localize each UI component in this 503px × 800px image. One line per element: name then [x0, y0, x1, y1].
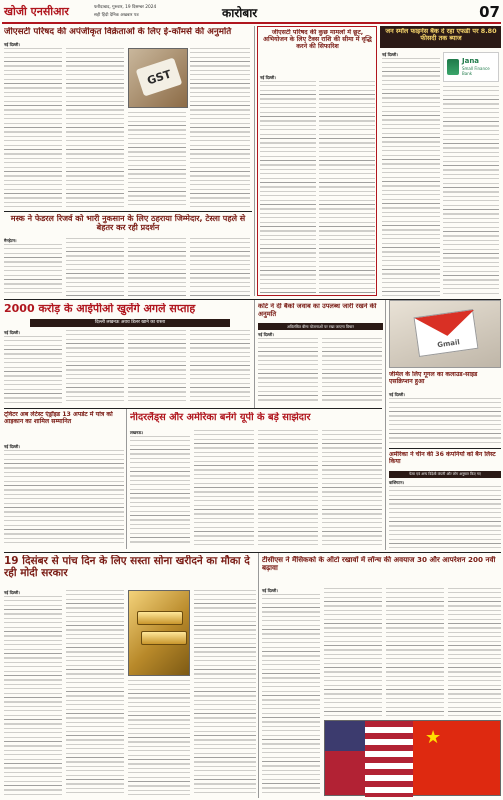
- america-subhead: फेमा एवं अन्य विदेशी कंपनी और लोग अनुसार किए गए: [389, 471, 501, 478]
- tesla-byline: मैनहेटन।: [4, 238, 17, 243]
- tcs-body-col3: [386, 588, 444, 716]
- ipo-body-col2: [66, 330, 124, 404]
- tcs-body-col2: [324, 588, 382, 716]
- gst-image-label: GST: [145, 67, 173, 87]
- gst-headline: जीएसटी परिषद की अपंजीकृत विक्रेताओं के लिए ई-कॉमर्स की अनुमति: [4, 27, 232, 37]
- jana-logo-name: Jana: [462, 57, 480, 65]
- gold-body-col4: [194, 590, 256, 796]
- divider-h5: [4, 552, 501, 553]
- gmail-headline: जीमेल के लिए गूगल का कलाउड-साइड एसक्रिप्शन हुआ: [389, 371, 478, 386]
- court-body-col1: [258, 338, 318, 404]
- ipo-body-col3: [128, 330, 186, 404]
- gst-image: [128, 48, 188, 108]
- ipo-headline: 2000 करोड़ के आईपीओ खुलेंगे अगले सप्ताह: [4, 303, 196, 315]
- tcs-body-col1: [262, 594, 320, 796]
- tesla-body-col2: [66, 238, 124, 296]
- section-title: कारोबार: [222, 6, 258, 20]
- divider-v4: [126, 409, 127, 549]
- fertilizer-headline: जीएसटी परिषद की कुछ मामलों में छूट, अभियोजन के लिए टैक्स राशि की सीमा में वृद्धि करने की सिफारिश: [263, 29, 372, 51]
- masthead-logo: खोजी एनसीआर: [4, 5, 69, 18]
- fertilizer-body-col2: [319, 81, 375, 293]
- gmail-byline: नई दिल्ली।: [389, 392, 405, 397]
- america-byline: वाशिंगटन।: [389, 480, 405, 485]
- divider-v2: [254, 300, 255, 408]
- jana-headline: जन स्मॉल फाइनेंस बैंक दे रहा एफडी पर 8.80 फीसदी तक ब्याज: [385, 28, 497, 43]
- gold-body-col2: [66, 590, 124, 796]
- gst-body-col1: [4, 48, 62, 208]
- tesla-body-col4: [190, 238, 250, 296]
- jana-logo-sub: Small Finance Bank: [462, 66, 490, 76]
- masthead-subline: सही हिंदी दैनिक अखबार पत्र: [94, 13, 139, 18]
- gold-bar-icon-2: [141, 631, 187, 645]
- jana-byline: नई दिल्ली।: [382, 52, 398, 57]
- netherlands-byline: लखनऊ।: [130, 430, 143, 435]
- tcs-byline: नई दिल्ली।: [262, 588, 278, 593]
- masthead-dateline: फरीदाबाद, गुरुवार, 19 दिसम्बर 2024: [94, 5, 157, 10]
- tesla-headline: मस्क ने फेडरल रिजर्व को भारी नुकसान के लिए ठहराया जिम्मेदार, टेस्ला पहले से बेहतर कर रही प्रदर्शन: [10, 214, 246, 233]
- fertilizer-body-col1: [260, 81, 316, 293]
- tesla-body-col1: [4, 244, 62, 296]
- twitter-body: [4, 450, 124, 545]
- gmail-image: [389, 300, 501, 368]
- tcs-headline: टीसीएस ने मैंसिकको के ऑटो रखावों में लॉन्च की अवयाज 30 और आपरेशन 200 नवी बढ़ावा: [262, 556, 496, 573]
- netherlands-body-col3: [258, 430, 318, 546]
- jana-logo: [443, 52, 499, 82]
- netherlands-body-col4: [322, 430, 382, 546]
- divider-h1: [4, 211, 252, 212]
- gmail-image-label: Gmail: [436, 338, 461, 350]
- gmail-envelope-icon: [414, 309, 479, 357]
- ipo-byline: नई दिल्ली।: [4, 330, 20, 335]
- tesla-body-col3: [128, 238, 186, 296]
- gold-image: [128, 590, 190, 676]
- twitter-byline: नई दिल्ली।: [4, 444, 20, 449]
- jana-body-col2: [443, 86, 499, 296]
- gmail-body: [389, 398, 501, 446]
- gst-byline: नई दिल्ली।: [4, 42, 20, 47]
- page-number: 07: [479, 3, 500, 21]
- divider-v3: [385, 300, 386, 550]
- jana-body-col1: [382, 58, 440, 296]
- gold-bar-icon: [137, 611, 183, 625]
- tcs-image: [324, 720, 501, 796]
- america-body: [389, 486, 501, 548]
- gst-tag-icon: [136, 58, 183, 97]
- court-headline: कोर्ट ने दी बैंकों जवाब का उपलब्ध जारी रखने की अनुमति: [258, 303, 377, 318]
- gold-byline: नई दिल्ली।: [4, 590, 20, 595]
- gst-body-col2b: [128, 112, 186, 208]
- court-byline: नई दिल्ली।: [258, 332, 274, 337]
- ipo-body-col1: [4, 336, 62, 404]
- us-flag-canton-icon: [325, 721, 365, 751]
- fertilizer-byline: नई दिल्ली।: [260, 75, 276, 80]
- court-body-col2: [322, 338, 382, 404]
- jana-logo-icon: [447, 59, 459, 75]
- gold-body-col3: [128, 680, 190, 796]
- gold-body-col1: [4, 596, 62, 796]
- masthead-rule: [2, 22, 501, 24]
- twitter-headline: ट्विटर अब लेटेस्ट एंड्रॉइड 13 अपडेट में यांत्र को आइकान का शामिल सम्मानित: [4, 411, 113, 426]
- gst-body-col2: [66, 48, 124, 208]
- china-flag-star-icon: ★: [425, 727, 442, 748]
- divider-h3: [4, 408, 382, 409]
- netherlands-body-col2: [194, 430, 254, 546]
- divider-h4: [389, 448, 501, 449]
- divider-v1: [254, 26, 255, 296]
- ipo-subhead: दिल्ली लखनऊ अवध डिलर खाने का रास्ता: [30, 319, 230, 327]
- tcs-body-col4: [448, 588, 501, 716]
- ipo-body-col4: [190, 330, 250, 404]
- masthead: [0, 0, 503, 24]
- court-subhead: अविलंबित बीमा योजनाओं पर रखा जाएगा विचार: [258, 323, 383, 330]
- gst-body-col3: [190, 48, 250, 208]
- america-headline: अमेरिका ने चीन की 36 कंपनियों को बैन लिस्ट किया: [389, 451, 496, 466]
- gold-headline: 19 दिसंबर से पांच दिन के लिए सस्ता सोना खरीदने का मौका दे रही मोदी सरकार: [4, 555, 250, 580]
- divider-v5: [258, 553, 259, 798]
- gmail-envelope-flap-icon: [415, 310, 477, 340]
- netherlands-body-col1: [130, 436, 190, 546]
- netherlands-headline: नीदरलैंड्स और अमेरिका बनेंगे यूपी के बड़े साझेदार: [130, 412, 311, 423]
- us-flag-stripes-icon: [365, 721, 413, 797]
